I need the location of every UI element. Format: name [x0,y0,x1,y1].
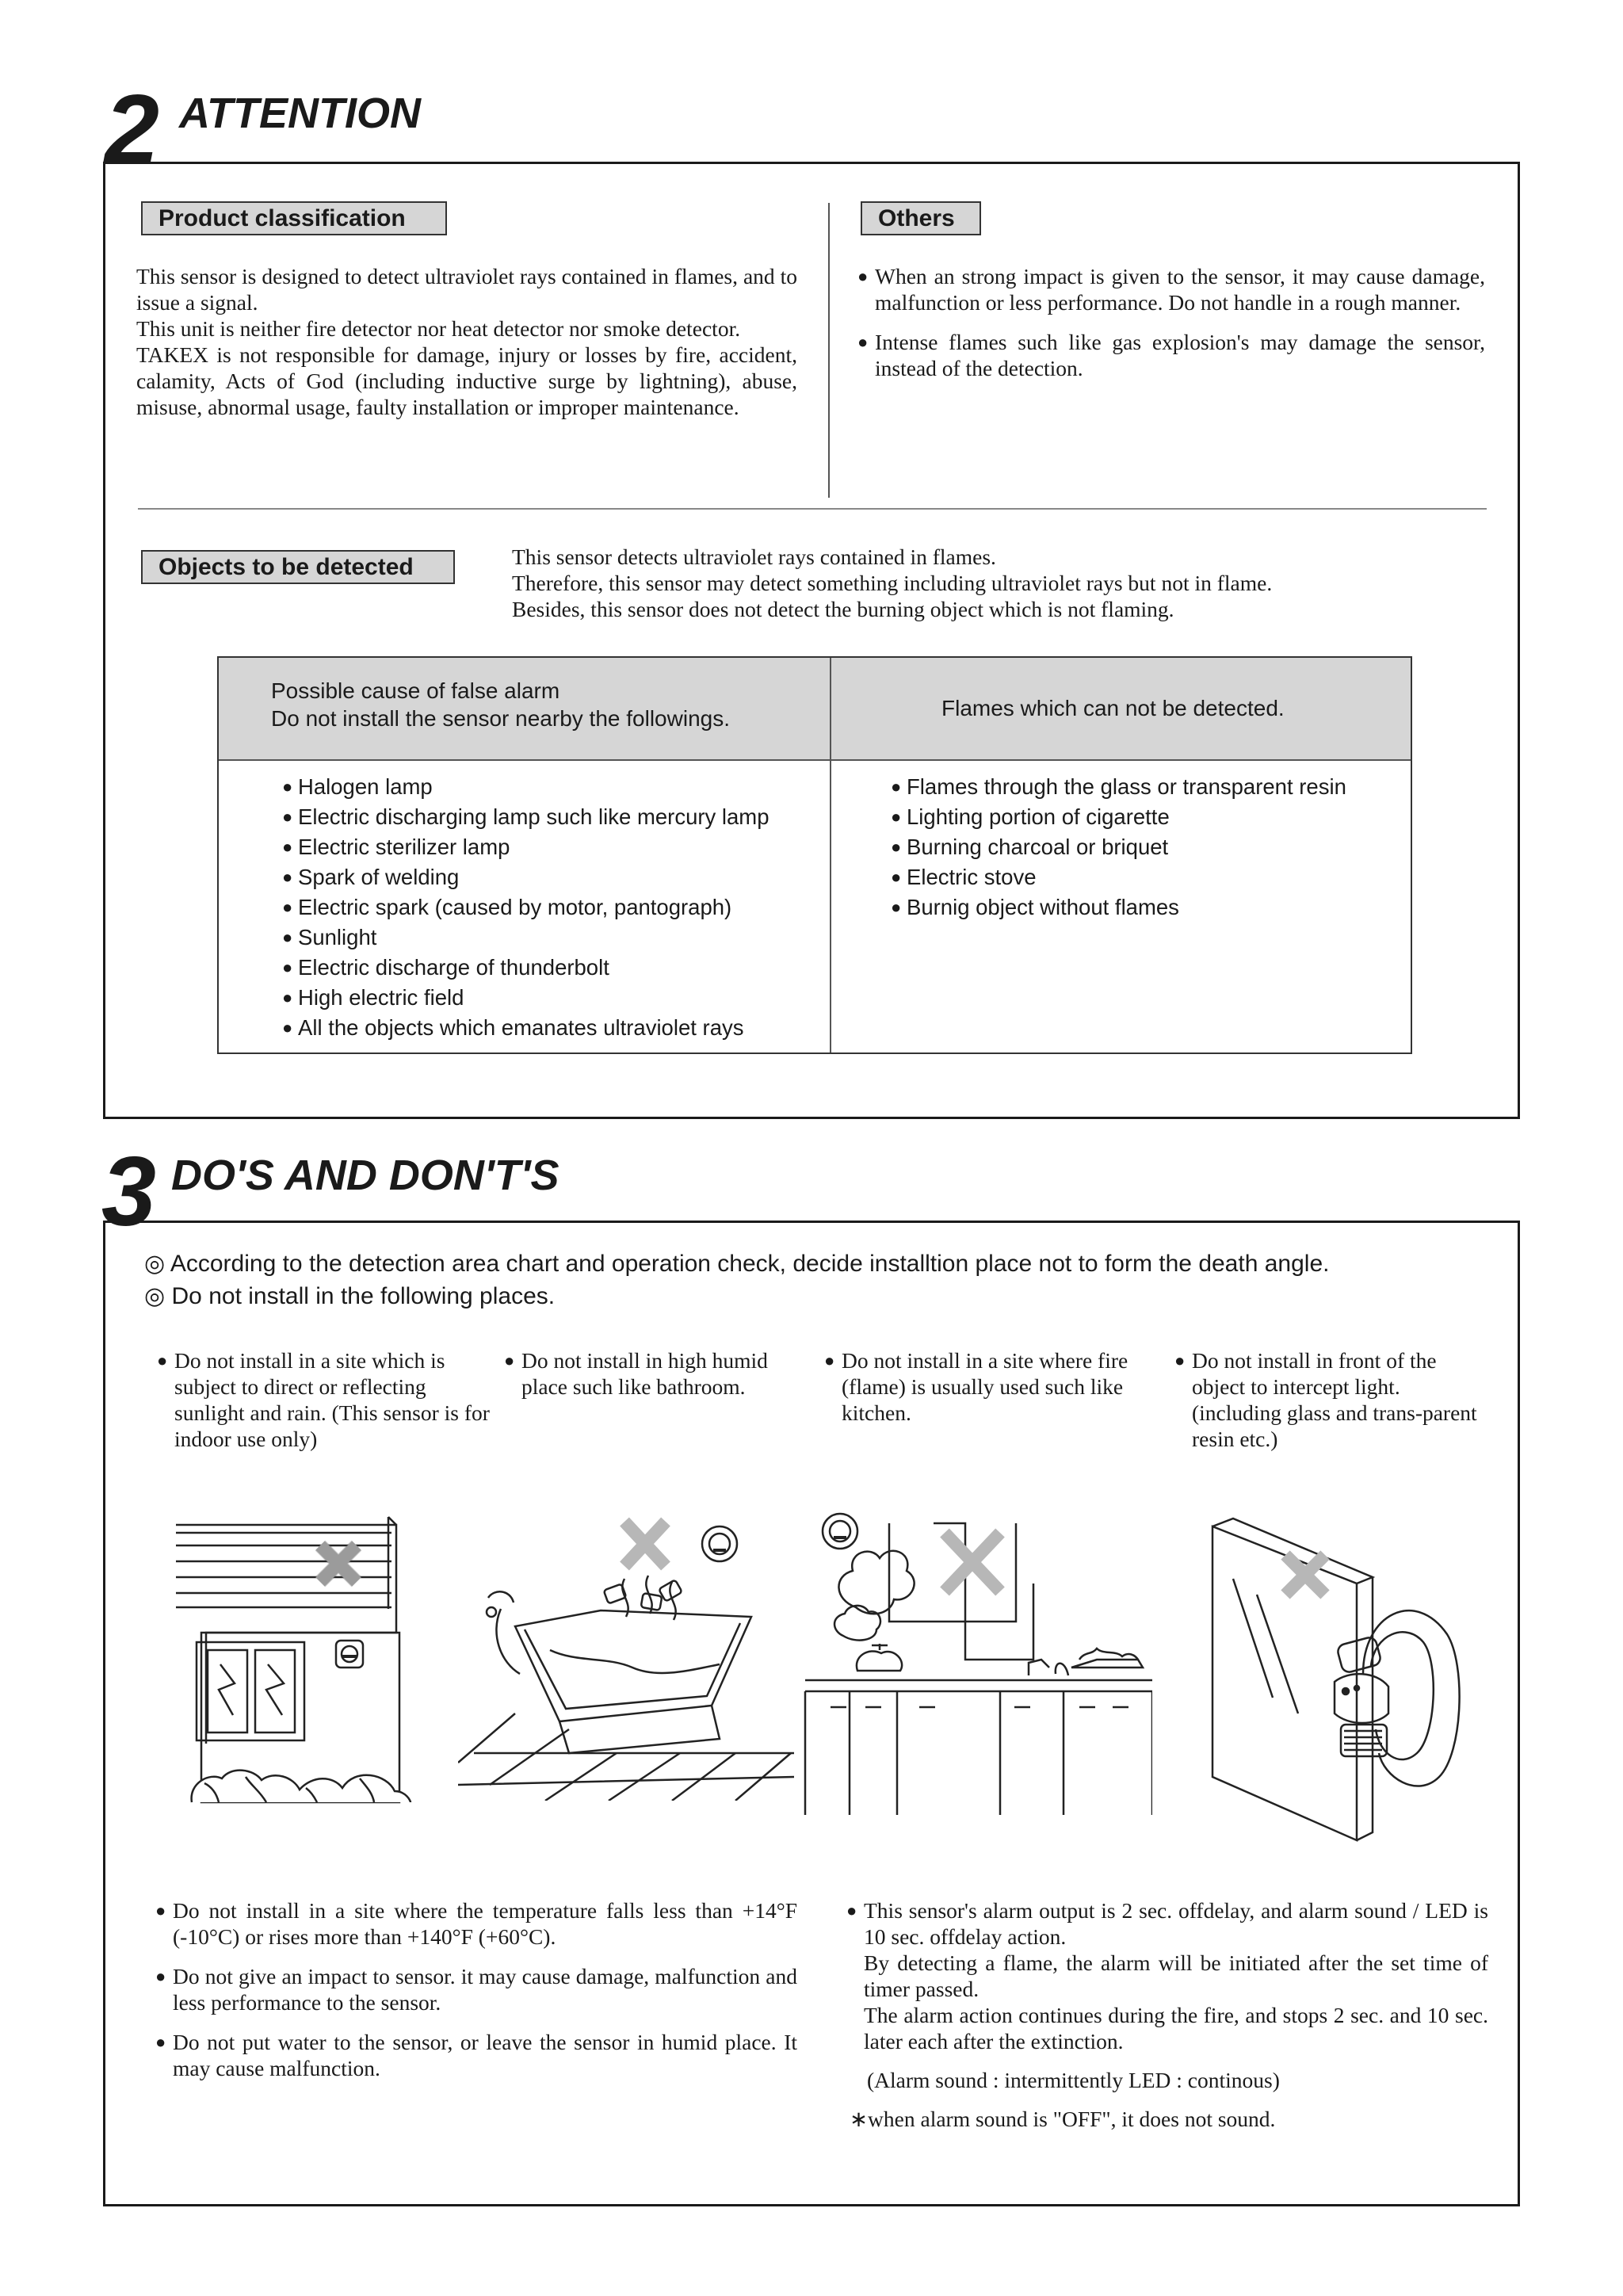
others-bullet: ● Intense flames such like gas explosion's may damage the sensor, instead of the detection. [861,329,1485,381]
undetectable-flames-list [891,772,1346,923]
list-item: ● Spark of welding [282,862,769,892]
list-item: ● All the objects which emanates ultraviolet rays [282,1013,769,1043]
place-note-bathroom [504,1347,783,1400]
section-divider [138,508,1487,510]
table-header-left [271,677,730,732]
list-item: ● Burning charcoal or briquet [891,832,1346,862]
warning-bullet: ● Do not put water to the sensor, or leave the sensor in humid place. It may cause malfunction. [158,2029,797,2081]
others-text [861,263,1485,381]
alarm-behaviour-text [850,1897,1488,2132]
objects-detected-line: Besides, this sensor does not detect the burning object which is not flaming. [512,597,1174,621]
table-column-divider [830,658,831,1052]
place-note-text: Do not install in a site where fire (flame) is usually used such like kitchen. [842,1348,1128,1425]
list-item: ● High electric field [282,983,769,1013]
place-note-text: Do not install in high humid place such like bathroom. [521,1348,768,1399]
place-note-glass [1174,1347,1485,1452]
alarm-initiation-text: By detecting a flame, the alarm will be initiated after the set time of timer passed. [864,1950,1488,2001]
others-bullet: ● When an strong impact is given to the sensor, it may cause damage, malfunction or less performance. Do not handle in a rough manner. [861,263,1485,315]
list-item: ● Sunlight [282,923,769,953]
place-note-kitchen [824,1347,1135,1426]
place-note-text: Do not install in a site which is subject to direct or reflecting sunlight and rain. (This sensor is for indoor use only) [174,1348,490,1451]
alarm-mode-text: (Alarm sound : intermittently LED : continous) [867,2068,1280,2092]
list-item: ● Flames through the glass or transparent resin [891,772,1346,802]
bullet-dot: ● [824,1350,835,1370]
objects-detected-label: Objects to be detected [141,550,455,584]
list-item: ● Burnig object without flames [891,892,1346,923]
bullet-dot: ● [1174,1350,1186,1370]
objects-detected-text [512,544,1503,622]
warning-bullet: ● Do not install in a site where the temperature falls less than +14°F (-10°C) or rises more than +140°F (+60°C). [158,1897,797,1950]
table-header-left-line: Do not install the sensor nearby the followings. [271,706,730,731]
section-number-dos: 3 [101,1137,153,1247]
table-header-right: Flames which can not be detected. [941,696,1285,720]
section-title-attention: ATTENTION [179,90,421,137]
bullet-dot: ● [157,1350,168,1370]
list-item: ● Electric spark (caused by motor, pantograph) [282,892,769,923]
others-label: Others [861,201,981,235]
false-alarm-table [217,656,1412,1054]
objects-detected-line: Therefore, this sensor may detect something including ultraviolet rays but not in flame. [512,571,1273,595]
intro-line: ◎ According to the detection area chart and operation check, decide installtion place not to form the death angle. [144,1251,1330,1277]
section-title-dos: DO'S AND DON'T'S [171,1152,559,1199]
alarm-off-note: ∗when alarm sound is "OFF", it does not sound. [850,2107,1276,2131]
column-divider [828,203,830,498]
product-classification-text [136,263,797,420]
product-classification-paragraph: This unit is neither fire detector nor heat detector nor smoke detector. [136,316,741,341]
section-number-attention: 2 [105,75,156,185]
list-item: ● Lighting portion of cigarette [891,802,1346,832]
objects-detected-line: This sensor detects ultraviolet rays contained in flames. [512,544,996,569]
list-item: ● Halogen lamp [282,772,769,802]
list-item: ● Electric discharging lamp such like mercury lamp [282,802,769,832]
bathroom-illustration [458,1515,794,1801]
glass-obstruction-illustration [1209,1515,1466,1842]
alarm-output-text: ● This sensor's alarm output is 2 sec. offdelay, and alarm sound / LED is 10 sec. offdelay action. [850,1897,1488,1950]
table-header-left-line: Possible cause of false alarm [271,678,560,703]
list-item: ● Electric stove [891,862,1346,892]
false-alarm-list [282,772,769,1043]
installation-warnings [158,1897,797,2081]
product-classification-label: Product classification [141,201,447,235]
list-item: ● Electric discharge of thunderbolt [282,953,769,983]
house-exterior-illustration [173,1514,426,1812]
place-note-text: Do not install in front of the object to intercept light. (including glass and trans-parent resin etc.) [1192,1348,1477,1451]
product-classification-paragraph: TAKEX is not responsible for damage, injury or losses by fire, accident, calamity, Acts of God (including inductive surge by lightning), abuse, misuse, abnormal usage, faulty installation or improper maintenance. [136,342,797,419]
place-note-sunlight [157,1347,491,1452]
intro-line: ◎ Do not install in the following places. [144,1283,556,1309]
warning-bullet: ● Do not give an impact to sensor. it may cause damage, malfunction and less performance to the sensor. [158,1963,797,2015]
alarm-action-text: The alarm action continues during the fire, and stops 2 sec. and 10 sec. later each after the extinction. [864,2003,1488,2053]
dos-intro [144,1247,1491,1312]
bullet-dot: ● [504,1350,515,1370]
list-item: ● Electric sterilizer lamp [282,832,769,862]
kitchen-illustration [802,1504,1152,1815]
product-classification-paragraph: This sensor is designed to detect ultraviolet rays contained in flames, and to issue a signal. [136,264,797,315]
